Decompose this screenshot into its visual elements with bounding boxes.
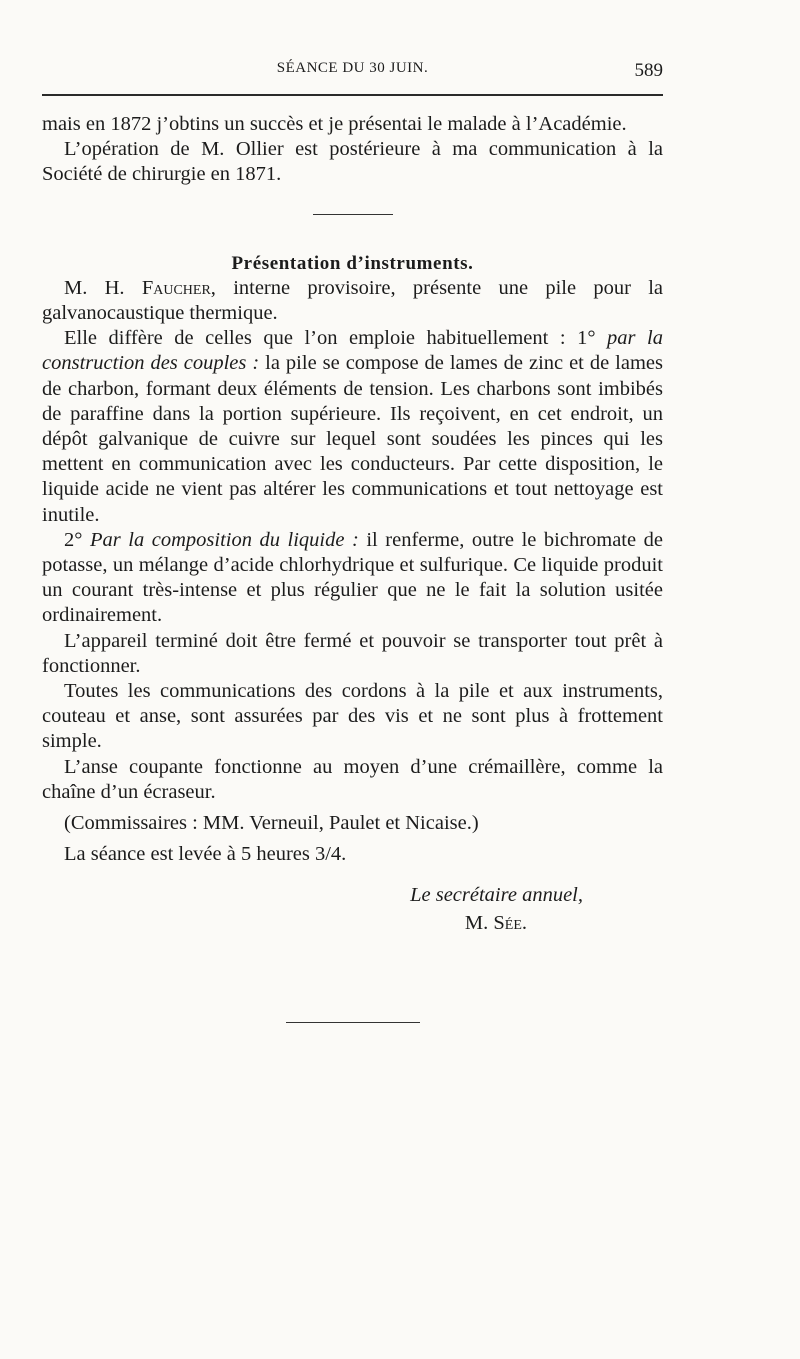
- section-separator: [313, 214, 393, 215]
- paragraph-couples-text: la pile se compose de lames de zinc et de lames de charbon, formant deux éléments de tension. Les charbons sont imbibés de paraffine dans la portion supérieure. Ils reçoivent, en cet endroit, un dépôt galvanique de cuivre sur lequel sont soudées les pinces qui les mettent en communication avec les conducteurs. Par cette disposition, le liquide acide ne vient pas altérer les communications et tout nettoyage est inutile.: [42, 352, 663, 526]
- paragraph-liquide: [42, 528, 663, 629]
- header-rule: [42, 94, 663, 96]
- page-header: [42, 60, 663, 90]
- author-name: M. H. Faucher: [64, 276, 211, 299]
- page-body: [42, 112, 663, 1023]
- paragraph-seance-levee: La séance est levée à 5 heures 3/4.: [64, 843, 347, 866]
- paragraph-anse: L’anse coupante fonctionne au moyen d’une crémaillère, comme la chaîne d’un écraseur.: [42, 755, 663, 803]
- page-number: 589: [634, 60, 663, 81]
- paragraph-couples-start: Elle diffère de celles que l’on emploie habituellement : 1°: [64, 327, 608, 350]
- paragraph-ollier: L’opération de M. Ollier est postérieure à ma communication à la Société de chirurgie en 1871.: [42, 138, 663, 186]
- paragraph-presentation-text: , interne provisoire, présente une pile pour la galvanocaustique thermique.: [42, 276, 663, 325]
- section-title: Présentation d’instruments.: [231, 252, 474, 274]
- paragraph-continuation: mais en 1872 j’obtins un succès et je présentai le malade à l’Académie.: [42, 113, 627, 135]
- paragraph-appareil: L’appareil terminé doit être fermé et pouvoir se transporter tout prêt à fonctionner.: [42, 629, 663, 677]
- paragraph-commissaires: (Commissaires : MM. Verneuil, Paulet et Nicaise.): [64, 812, 479, 835]
- paragraph-presentation: [42, 276, 663, 326]
- paragraph-liquide-emphasis: Par la composition du liquide :: [89, 528, 359, 551]
- paragraph-couples-emphasis: par la construction des couples :: [42, 327, 663, 375]
- paragraph-liquide-start: 2°: [64, 528, 90, 551]
- signature-name: M. Sée.: [464, 911, 527, 934]
- running-title: SÉANCE DU 30 JUIN.: [276, 60, 429, 76]
- signature-role: Le secrétaire annuel,: [410, 884, 583, 907]
- paragraph-couples: [42, 326, 663, 528]
- signature: [42, 883, 663, 935]
- paragraph-communications: Toutes les communications des cordons à la pile et aux instruments, couteau et anse, sont assurées par des vis et ne sont plus à frottement simple.: [42, 680, 663, 753]
- paragraph-liquide-text: il renferme, outre le bichromate de potasse, un mélange d’acide chlorhydrique et sulfurique. Ce liquide produit un courant très-intense et plus régulier que ne le fait la solution usitée ordinairement.: [42, 528, 663, 627]
- end-rule: [286, 1022, 420, 1023]
